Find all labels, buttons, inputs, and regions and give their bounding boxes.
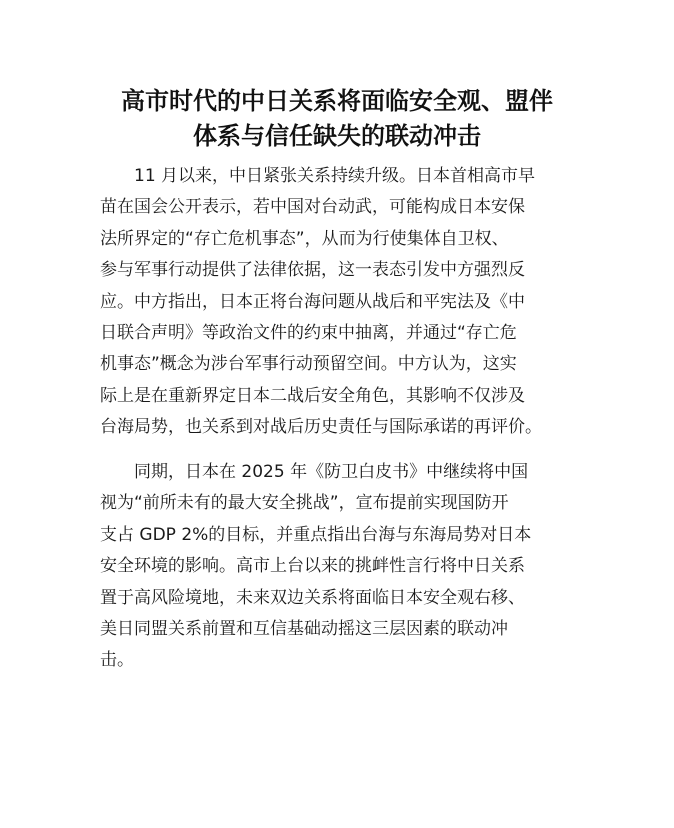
paragraph-line: 应。中方指出，日本正将台海问题从战后和平宪法及《中	[100, 291, 525, 312]
paragraph-line: 安全环境的影响。高市上台以来的挑衅性言行将中日关系	[100, 556, 525, 577]
paragraph-line: 台海局势，也关系到对战后历史责任与国际承诺的再评价。	[100, 417, 542, 438]
paragraph-line: 际上是在重新界定日本二战后安全角色，其影响不仅涉及	[100, 385, 525, 406]
paragraph-line: 日联合声明》等政治文件的约束中抽离，并通过“存亡危	[100, 322, 517, 343]
paragraph-line: 置于高风险境地，未来双边关系将面临日本安全观右移、	[100, 587, 525, 608]
paragraph-line: 11 月以来，中日紧张关系持续升级。日本首相高市早	[134, 166, 536, 186]
paragraph-line: 击。	[100, 650, 134, 671]
paragraph-line: 支占 GDP 2%的目标，并重点指出台海与东海局势对日本	[100, 524, 532, 545]
paragraph-line: 美日同盟关系前置和互信基础动摇这三层因素的联动冲	[100, 618, 508, 639]
paragraph-line: 参与军事行动提供了法律依据，这一表态引发中方强烈反	[100, 260, 525, 281]
paragraph-2	[100, 457, 596, 677]
paragraph-line: 视为“前所未有的最大安全挑战”，宣布提前实现国防开	[100, 493, 509, 514]
paragraph-line: 苗在国会公开表示，若中国对台动武，可能构成日本安保	[100, 197, 525, 218]
paragraph-line: 机事态”概念为涉台军事行动预留空间。中方认为，这实	[100, 354, 517, 375]
paragraph-1	[100, 161, 596, 444]
document-title-line-1: 高市时代的中日关系将面临安全观、盟伴	[121, 86, 553, 115]
paragraph-line: 法所界定的“存亡危机事态”，从而为行使集体自卫权、	[100, 228, 509, 249]
paragraph-line: 同期，日本在 2025 年《防卫白皮书》中继续将中国	[134, 462, 529, 482]
document-title-line-2: 体系与信任缺失的联动冲击	[193, 121, 481, 150]
